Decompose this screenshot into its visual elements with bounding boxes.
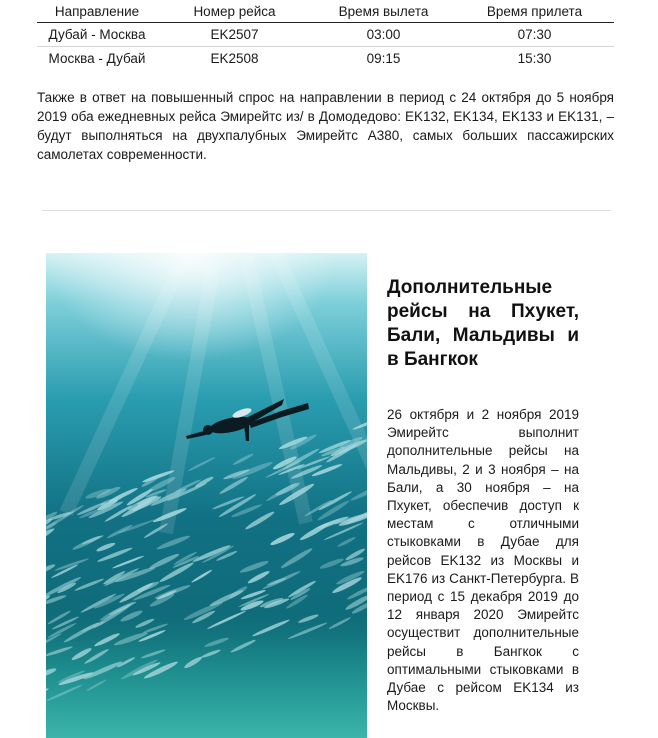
cell-arrival-time: 15:30 <box>517 51 552 66</box>
header-direction: Направление <box>37 0 157 23</box>
cell-flight-number: EK2507 <box>157 23 312 47</box>
cell-direction: Москва - Дубай <box>48 51 146 66</box>
header-arrival-time: Время прилета <box>455 0 614 23</box>
cell-flight-number: EK2508 <box>210 51 259 66</box>
flights-table <box>37 0 614 70</box>
header-departure-time: Время вылета <box>312 0 455 23</box>
underwater-diver-photo <box>46 253 367 738</box>
flights-table-header <box>37 0 614 23</box>
header-flight-number: Номер рейса <box>157 0 312 23</box>
table-row <box>37 47 614 71</box>
section-title: Дополнительные рейсы на Пхукет, Бали, Мальдивы и в Бангкок <box>387 277 579 370</box>
table-row <box>37 23 614 47</box>
cell-departure-time: 09:15 <box>366 51 401 66</box>
a380-note-paragraph: Также в ответ на повышенный спрос на направлении в период с 24 октября до 5 ноября 2019 оба ежедневных рейса Эмирейтс из/ в Домодедово: EK132, EK134, EK133 и EK131, – будут выполняться на двухпалубных Эмирейтс А380, самых больших пассажирских самолетах современности. <box>37 90 614 162</box>
section-divider <box>42 210 611 211</box>
cell-departure-time: 03:00 <box>312 23 455 47</box>
section-body-text: 26 октября и 2 ноября 2019 Эмирейтс выполнит дополнительные рейсы на Мальдивы, 2 и 3 ноября – на Бали, а 30 ноября – на Пхукет, обеспечив доступ к местам с отличными стыковками в Дубае для рейсов EK132 из Москвы и EK176 из Санкт-Петербурга. В период с 15 декабря 2019 до 12 января 2020 Эмирейтс осуществит дополнительные рейсы в Бангкок с оптимальными стыковками в Дубае с рейсом EK134 из Москвы. <box>387 407 579 714</box>
cell-arrival-time: 07:30 <box>455 23 614 47</box>
cell-direction: Дубай - Москва <box>37 23 157 47</box>
